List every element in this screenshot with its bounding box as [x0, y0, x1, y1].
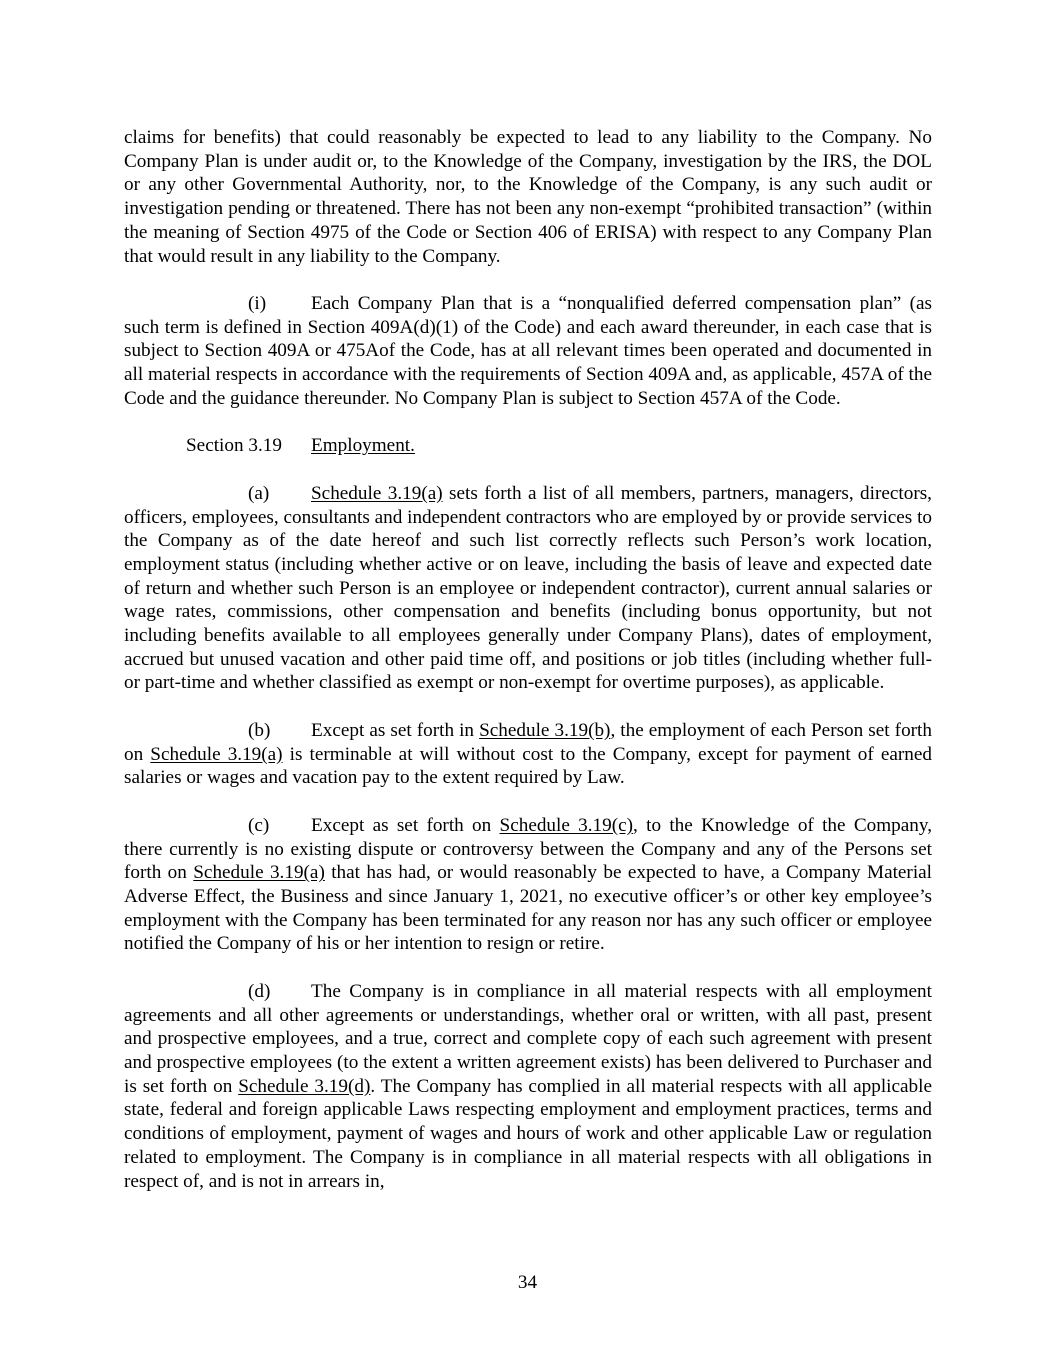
paragraph-marker: (i) — [248, 293, 267, 315]
paragraph-text: Except as set forth on — [311, 814, 500, 836]
paragraph-text: Each Company Plan that is a “nonqualified deferred compensation plan” (as such term is defined in Section 409A(d)(1) of the Code) and each award thereunder, in each case that is subject to Section 409A or 475Aof the Code, has at all relevant times been operated and documented in all material respects in accordance with the requirements of Section 409A and, as applicable, 457A of the Code and the guidance thereunder. No Company Plan is subject to Section 457A of the Code. — [124, 293, 932, 409]
schedule-reference: Schedule 3.19(b) — [479, 719, 611, 741]
paragraph-text: The Company is in compliance in all material respects with all employment agreements and all other agreements or understandings, whether oral or written, with all past, present and prospective employees, and a true, correct and complete copy of each such agreement with present and prospective employees (to the extent a written agreement exists) has been delivered to Purchaser and is set forth on — [124, 980, 932, 1097]
paragraph-text: Except as set forth in — [311, 719, 480, 741]
paragraph-i — [124, 292, 932, 411]
paragraph-text: sets forth a list of all members, partners, managers, directors, officers, employees, consultants and independent contractors who are employed by or provide services to the Company as of the date hereof and such list correctly reflects such Person’s work location, employment status (including whether active or on leave, including the basis of leave and expected date of return and whether such Person is an employee or independent contractor), current annual salaries or wage rates, commissions, other compensation and benefits (including bonus opportunity, but not including benefits available to all employees generally under Company Plans), dates of employment, accrued but unused vacation and other paid time off, and positions or job titles (including whether full- or part-time and whether classified as exempt or non-exempt for overtime purposes), as applicable. — [124, 482, 932, 694]
paragraph-d — [124, 980, 932, 1193]
paragraph-b — [124, 719, 932, 790]
paragraph-marker: (c) — [248, 814, 270, 836]
paragraph-text: is terminable at will without cost to the Company, except for payment of earned salaries or wages and vacation pay to the extent required by Law. — [124, 743, 932, 789]
schedule-reference: Schedule 3.19(c) — [499, 814, 634, 836]
paragraph-text: . The Company has complied in all material respects with all applicable state, federal and foreign applicable Laws respecting employment and employment practices, terms and conditions of employment, payment of wages and hours of work and other applicable Law or regulation related to employment. The Company is in compliance in all material respects with all obligations in respect of, and is not in arrears in, — [124, 1075, 932, 1192]
page-number: 34 — [517, 1272, 538, 1293]
section-heading — [124, 434, 932, 458]
schedule-reference: Schedule 3.19(d) — [238, 1075, 371, 1097]
paragraph-text: that has had, or would reasonably be expected to have, a Company Material Adverse Effect, the Business and since January 1, 2021, no executive officer’s or other key employee’s employment with the Company has been terminated for any reason nor has any such officer or employee notified the Company of his or her intention to resign or retire. — [124, 862, 932, 955]
section-title: Employment. — [311, 435, 415, 457]
paragraph-marker: (b) — [248, 719, 271, 741]
paragraph-text: , to the Knowledge of the Company, there currently is no existing dispute or controversy between the Company and any of the Persons set forth on — [124, 814, 932, 884]
schedule-reference: Schedule 3.19(a) — [311, 482, 443, 504]
schedule-reference: Schedule 3.19(a) — [193, 862, 325, 884]
paragraph-text: , the employment of each Person set forth on — [124, 719, 932, 765]
paragraph-a — [124, 482, 932, 695]
document-page — [124, 126, 932, 1193]
paragraph-marker: (d) — [248, 980, 271, 1002]
paragraph-c — [124, 814, 932, 956]
paragraph-intro: claims for benefits) that could reasonably be expected to lead to any liability to the Company. No Company Plan is under audit or, to the Knowledge of the Company, investigation by the IRS, the DOL or any other Governmental Authority, nor, to the Knowledge of the Company, is any such audit or investigation pending or threatened. There has not been any non-exempt “prohibited transaction” (within the meaning of Section 4975 of the Code or Section 406 of ERISA) with respect to any Company Plan that would result in any liability to the Company. — [124, 127, 932, 267]
schedule-reference: Schedule 3.19(a) — [150, 743, 283, 765]
paragraph-marker: (a) — [248, 482, 270, 504]
section-number: Section 3.19 — [186, 435, 282, 457]
